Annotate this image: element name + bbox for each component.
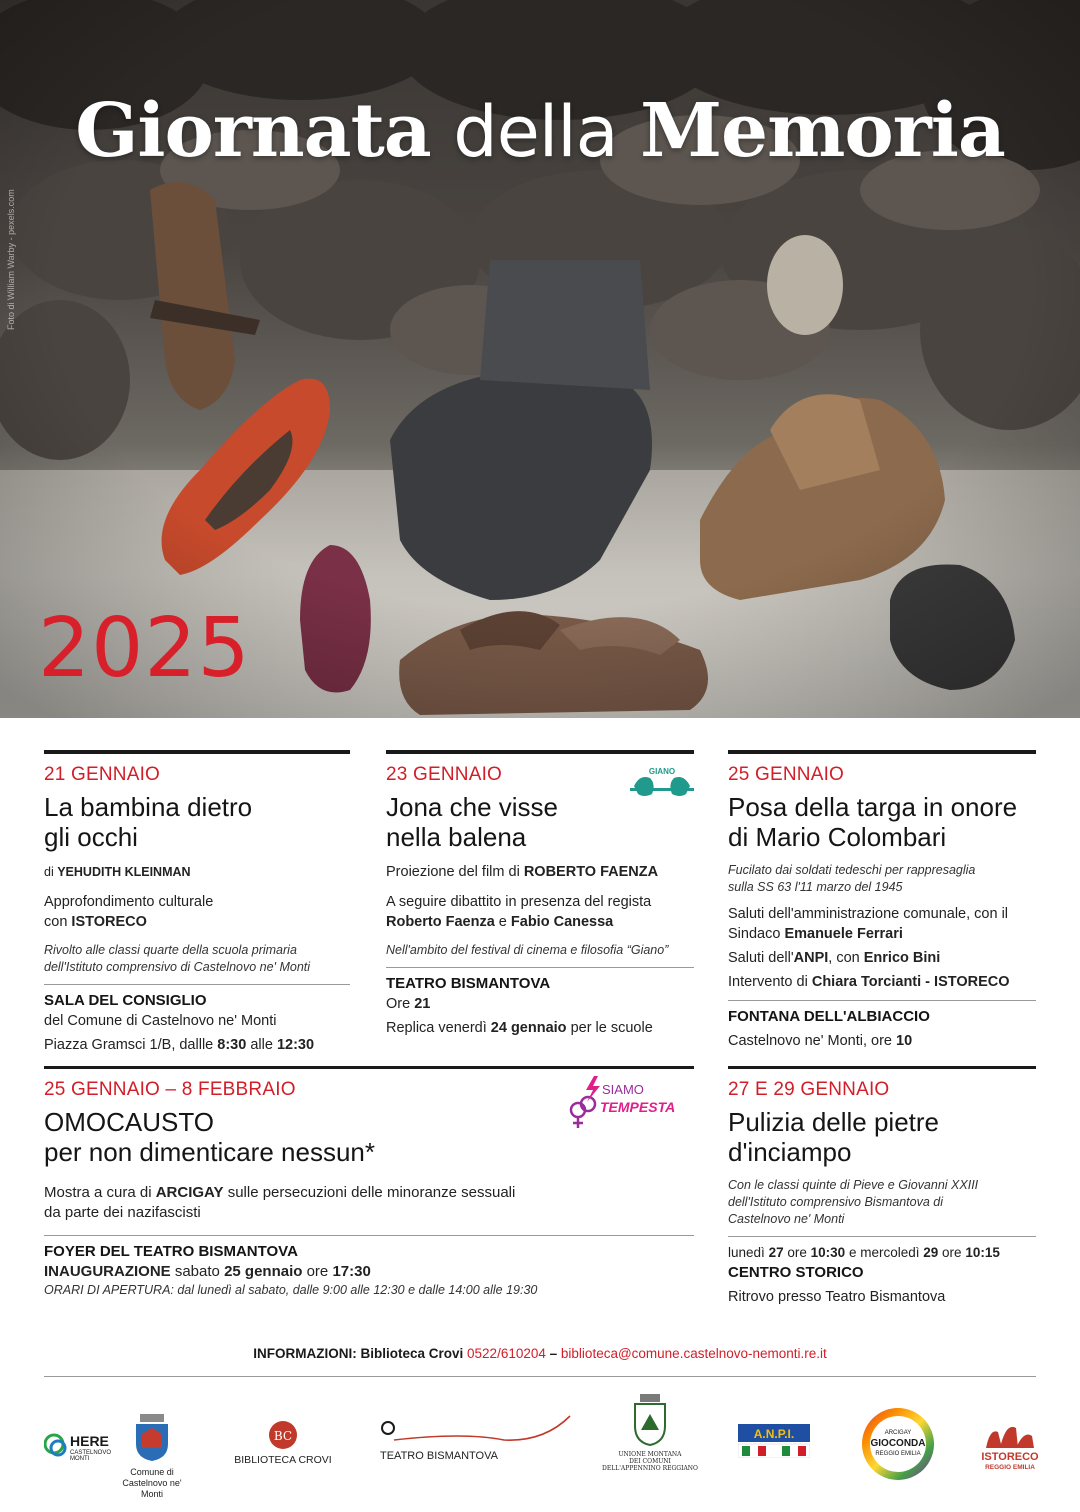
greeting-prefix: Saluti dell' (728, 950, 794, 966)
inauguration-day: sabato (174, 1263, 220, 1280)
opening-hours: ORARI DI APERTURA: dal lunedì al sabato, dalle 9:00 alle 12:30 e dalle 14:00 alle 19:30 (44, 1283, 538, 1297)
unione-crest-icon (632, 1394, 668, 1446)
here-logo (44, 1432, 124, 1467)
ore-label: ore (942, 1245, 962, 1260)
venue-detail: del Comune di Castelnovo ne' Monti (44, 1013, 277, 1029)
description-prefix: Mostra a cura di (44, 1184, 152, 1201)
time-value: 10:30 (810, 1245, 846, 1260)
giano-logo (630, 764, 694, 804)
day-number: 29 (923, 1245, 939, 1260)
event-date: 21 GENNAIO (44, 764, 161, 785)
card-divider (728, 750, 1036, 754)
greeting-mid: , con (828, 950, 860, 966)
description-bold: ISTORECO (71, 914, 147, 930)
section-divider (728, 1236, 1036, 1237)
event-times (728, 1243, 1036, 1263)
event-description (386, 862, 694, 882)
venue-place (728, 1031, 1036, 1051)
unione-line3: DELL'APPENNINO REGGIANO (602, 1465, 698, 1472)
event-venue: FONTANA DELL'ALBIACCIO (728, 1008, 930, 1025)
section-divider (44, 984, 350, 985)
siamo-logo-line2: TEMPESTA (600, 1099, 676, 1115)
bc-logo-mark: BC (273, 1429, 293, 1443)
here-logo-line3: MONTI (70, 1456, 90, 1462)
event-date: 25 GENNAIO (728, 764, 845, 785)
event-replica (386, 1018, 694, 1038)
event-title-line: d'inciampo (728, 1137, 852, 1167)
event-hour (386, 994, 694, 1014)
description-line: Approfondimento culturale (44, 894, 214, 910)
event-inauguration (44, 1262, 694, 1282)
arcigay-line2: GIOCONDA (870, 1438, 926, 1449)
istoreco-logo (976, 1414, 1044, 1479)
event-venue: TEATRO BISMANTOVA (386, 975, 551, 992)
replica-prefix: Replica venerdì (386, 1020, 487, 1036)
replica-suffix: per le scuole (570, 1020, 653, 1036)
event-note (728, 1177, 1036, 1228)
event-note (728, 862, 1036, 896)
address-text: Piazza Gramsci 1/B, dallle (44, 1037, 214, 1053)
end-time: 12:30 (276, 1037, 315, 1053)
debate-line: A seguire dibattito in presenza del regista (386, 894, 652, 910)
section-divider (386, 967, 694, 968)
inauguration-ore: ore (306, 1263, 329, 1280)
biblioteca-crovi-logo (228, 1420, 338, 1466)
place-prefix: Castelnovo ne' Monti, ore (728, 1033, 892, 1049)
event-greeting-1 (728, 904, 1036, 944)
siamo-logo-line1: SIAMO (602, 1082, 644, 1097)
event-note: Nell'ambito del festival di cinema e filosofia “Giano” (386, 943, 669, 957)
event-venue: FOYER DEL TEATRO BISMANTOVA (44, 1243, 298, 1260)
speaker-name: Chiara Torcianti - ISTORECO (811, 974, 1010, 990)
event-description (44, 892, 350, 932)
day-label: e mercoledì (848, 1245, 920, 1260)
arcigay-line1: ARCIGAY (884, 1430, 912, 1436)
title-giornata: Giornata (75, 88, 431, 174)
event-venue: SALA DEL CONSIGLIO (44, 992, 207, 1009)
description-suffix: sulle persecuzioni delle minoranze sessuali (227, 1184, 516, 1201)
card-divider (728, 1066, 1036, 1069)
comune-line2: Castelnovo ne' Monti (122, 1478, 182, 1499)
event-date: 25 GENNAIO – 8 FEBBRAIO (44, 1079, 296, 1100)
author-prefix: di (44, 865, 54, 879)
comune-line1: Comune di (130, 1467, 174, 1477)
event-card-pietre-inciampo (728, 1066, 1036, 1307)
hour-value: 21 (414, 996, 431, 1012)
description-prefix: con (44, 914, 68, 930)
event-description (44, 1183, 694, 1223)
intervention-prefix: Intervento di (728, 974, 808, 990)
info-line (44, 1346, 1036, 1361)
event-greeting-2 (728, 948, 1036, 968)
title-della: della (453, 91, 618, 173)
event-intervention (728, 972, 1036, 992)
event-title (44, 792, 350, 852)
anpi-logo-label: A.N.P.I. (753, 1427, 795, 1441)
photo-credit: Foto di William Warby - pexels.com (6, 189, 16, 330)
hour-prefix: Ore (386, 996, 411, 1012)
author-name: YEHUDITH KLEINMAN (57, 865, 191, 879)
event-card-21-gennaio (44, 750, 350, 1055)
event-title-line: Posa della targa in onore (728, 792, 1018, 822)
conjunction: e (498, 914, 507, 930)
info-phone[interactable]: 0522/610204 (467, 1346, 546, 1361)
arcigay-line3: REGGIO EMILIA (875, 1451, 921, 1457)
info-library: Biblioteca Crovi (360, 1346, 464, 1361)
card-divider (44, 1066, 694, 1069)
time-value: 10:15 (965, 1245, 1000, 1260)
note-line: Con le classi quinte di Pieve e Giovanni XXIII (728, 1178, 979, 1192)
card-divider (386, 750, 694, 754)
section-divider (44, 1235, 694, 1236)
event-note (44, 942, 350, 976)
director-name: ROBERTO FAENZA (523, 864, 659, 880)
page-title (0, 88, 1080, 174)
title-memoria: Memoria (640, 88, 1005, 174)
day-number: 27 (768, 1245, 784, 1260)
unione-line2: DEI COMUNI (629, 1458, 671, 1465)
event-debate (386, 892, 694, 932)
inauguration-label: INAUGURAZIONE (44, 1263, 171, 1280)
event-title (728, 792, 1036, 852)
event-title-line: nella balena (386, 822, 527, 852)
here-logo-word: HERE (70, 1433, 109, 1449)
venue-address (44, 1035, 350, 1055)
anpi-label: ANPI (793, 950, 829, 966)
curator-name: ARCIGAY (155, 1184, 224, 1201)
arcigay-gioconda-logo (858, 1404, 938, 1489)
guest-name: Fabio Canessa (510, 914, 614, 930)
greeting-prefix: Sindaco (728, 926, 781, 942)
start-time: 8:30 (217, 1037, 247, 1053)
event-title-line: gli occhi (44, 822, 138, 852)
place-hour: 10 (896, 1033, 913, 1049)
note-line: dell'Istituto comprensivo Bismantova di (728, 1195, 943, 1209)
teatro-bismantova-logo (374, 1412, 574, 1462)
giano-logo-label: GIANO (648, 767, 676, 776)
day-label: lunedì (728, 1245, 765, 1260)
address-text: alle (250, 1037, 273, 1053)
inauguration-date: 25 gennaio (224, 1263, 303, 1280)
event-title-line: OMOCAUSTO (44, 1107, 214, 1137)
event-title-line: Pulizia delle pietre (728, 1107, 940, 1137)
inauguration-time: 17:30 (332, 1263, 371, 1280)
event-title-line: Jona che visse (386, 792, 558, 822)
description-line: da parte dei nazifascisti (44, 1204, 201, 1221)
info-separator: – (549, 1346, 558, 1361)
anpi-logo (738, 1424, 810, 1463)
note-line: Fucilato dai soldati tedeschi per rappresaglia (728, 863, 976, 877)
event-date: 27 E 29 GENNAIO (728, 1079, 890, 1100)
guest-name: Roberto Faenza (386, 914, 495, 930)
info-email[interactable]: biblioteca@comune.castelnovo-nemonti.re.it (560, 1346, 827, 1361)
event-venue: CENTRO STORICO (728, 1264, 864, 1281)
teatro-name: TEATRO BISMANTOVA (380, 1450, 498, 1462)
event-card-25-gennaio (728, 750, 1036, 1051)
info-label: INFORMAZIONI: (253, 1346, 357, 1361)
mayor-name: Emanuele Ferrari (784, 926, 903, 942)
unione-montana-logo (600, 1394, 700, 1472)
footer-divider (44, 1376, 1036, 1377)
event-author (44, 862, 350, 882)
greeting-line: Saluti dell'amministrazione comunale, con il (728, 906, 1009, 922)
event-title-line: per non dimenticare nessun* (44, 1137, 375, 1167)
unione-line1: UNIONE MONTANA (618, 1451, 682, 1458)
istoreco-line2: REGGIO EMILIA (985, 1464, 1035, 1471)
bc-name: BIBLIOTECA CROVI (234, 1454, 332, 1466)
event-title-line: di Mario Colombari (728, 822, 947, 852)
card-divider (44, 750, 350, 754)
event-title (728, 1107, 1036, 1167)
speaker-name: Enrico Bini (863, 950, 941, 966)
event-title-line: La bambina dietro (44, 792, 253, 822)
event-date: 23 GENNAIO (386, 764, 503, 785)
ore-label: ore (787, 1245, 807, 1260)
comune-logo (114, 1414, 190, 1500)
hero-photo (0, 0, 1080, 718)
year-label: 2025 (38, 601, 251, 696)
comune-crest-icon (132, 1414, 172, 1462)
siamo-tempesta-logo (560, 1072, 700, 1134)
description-prefix: Proiezione del film di (386, 864, 520, 880)
here-logo-line2: CASTELNOVO (70, 1450, 112, 1456)
replica-date: 24 gennaio (490, 1020, 567, 1036)
sponsor-logos (30, 1390, 1050, 1500)
note-line: Castelnovo ne' Monti (728, 1212, 845, 1226)
section-divider (728, 1000, 1036, 1001)
meeting-point: Ritrovo presso Teatro Bismantova (728, 1289, 946, 1305)
istoreco-line1: ISTORECO (981, 1451, 1039, 1463)
note-line: dell'Istituto comprensivo di Castelnovo ne' Monti (44, 960, 311, 974)
note-line: Rivolto alle classi quarte della scuola primaria (44, 943, 297, 957)
note-line: sulla SS 63 l'11 marzo del 1945 (728, 880, 903, 894)
